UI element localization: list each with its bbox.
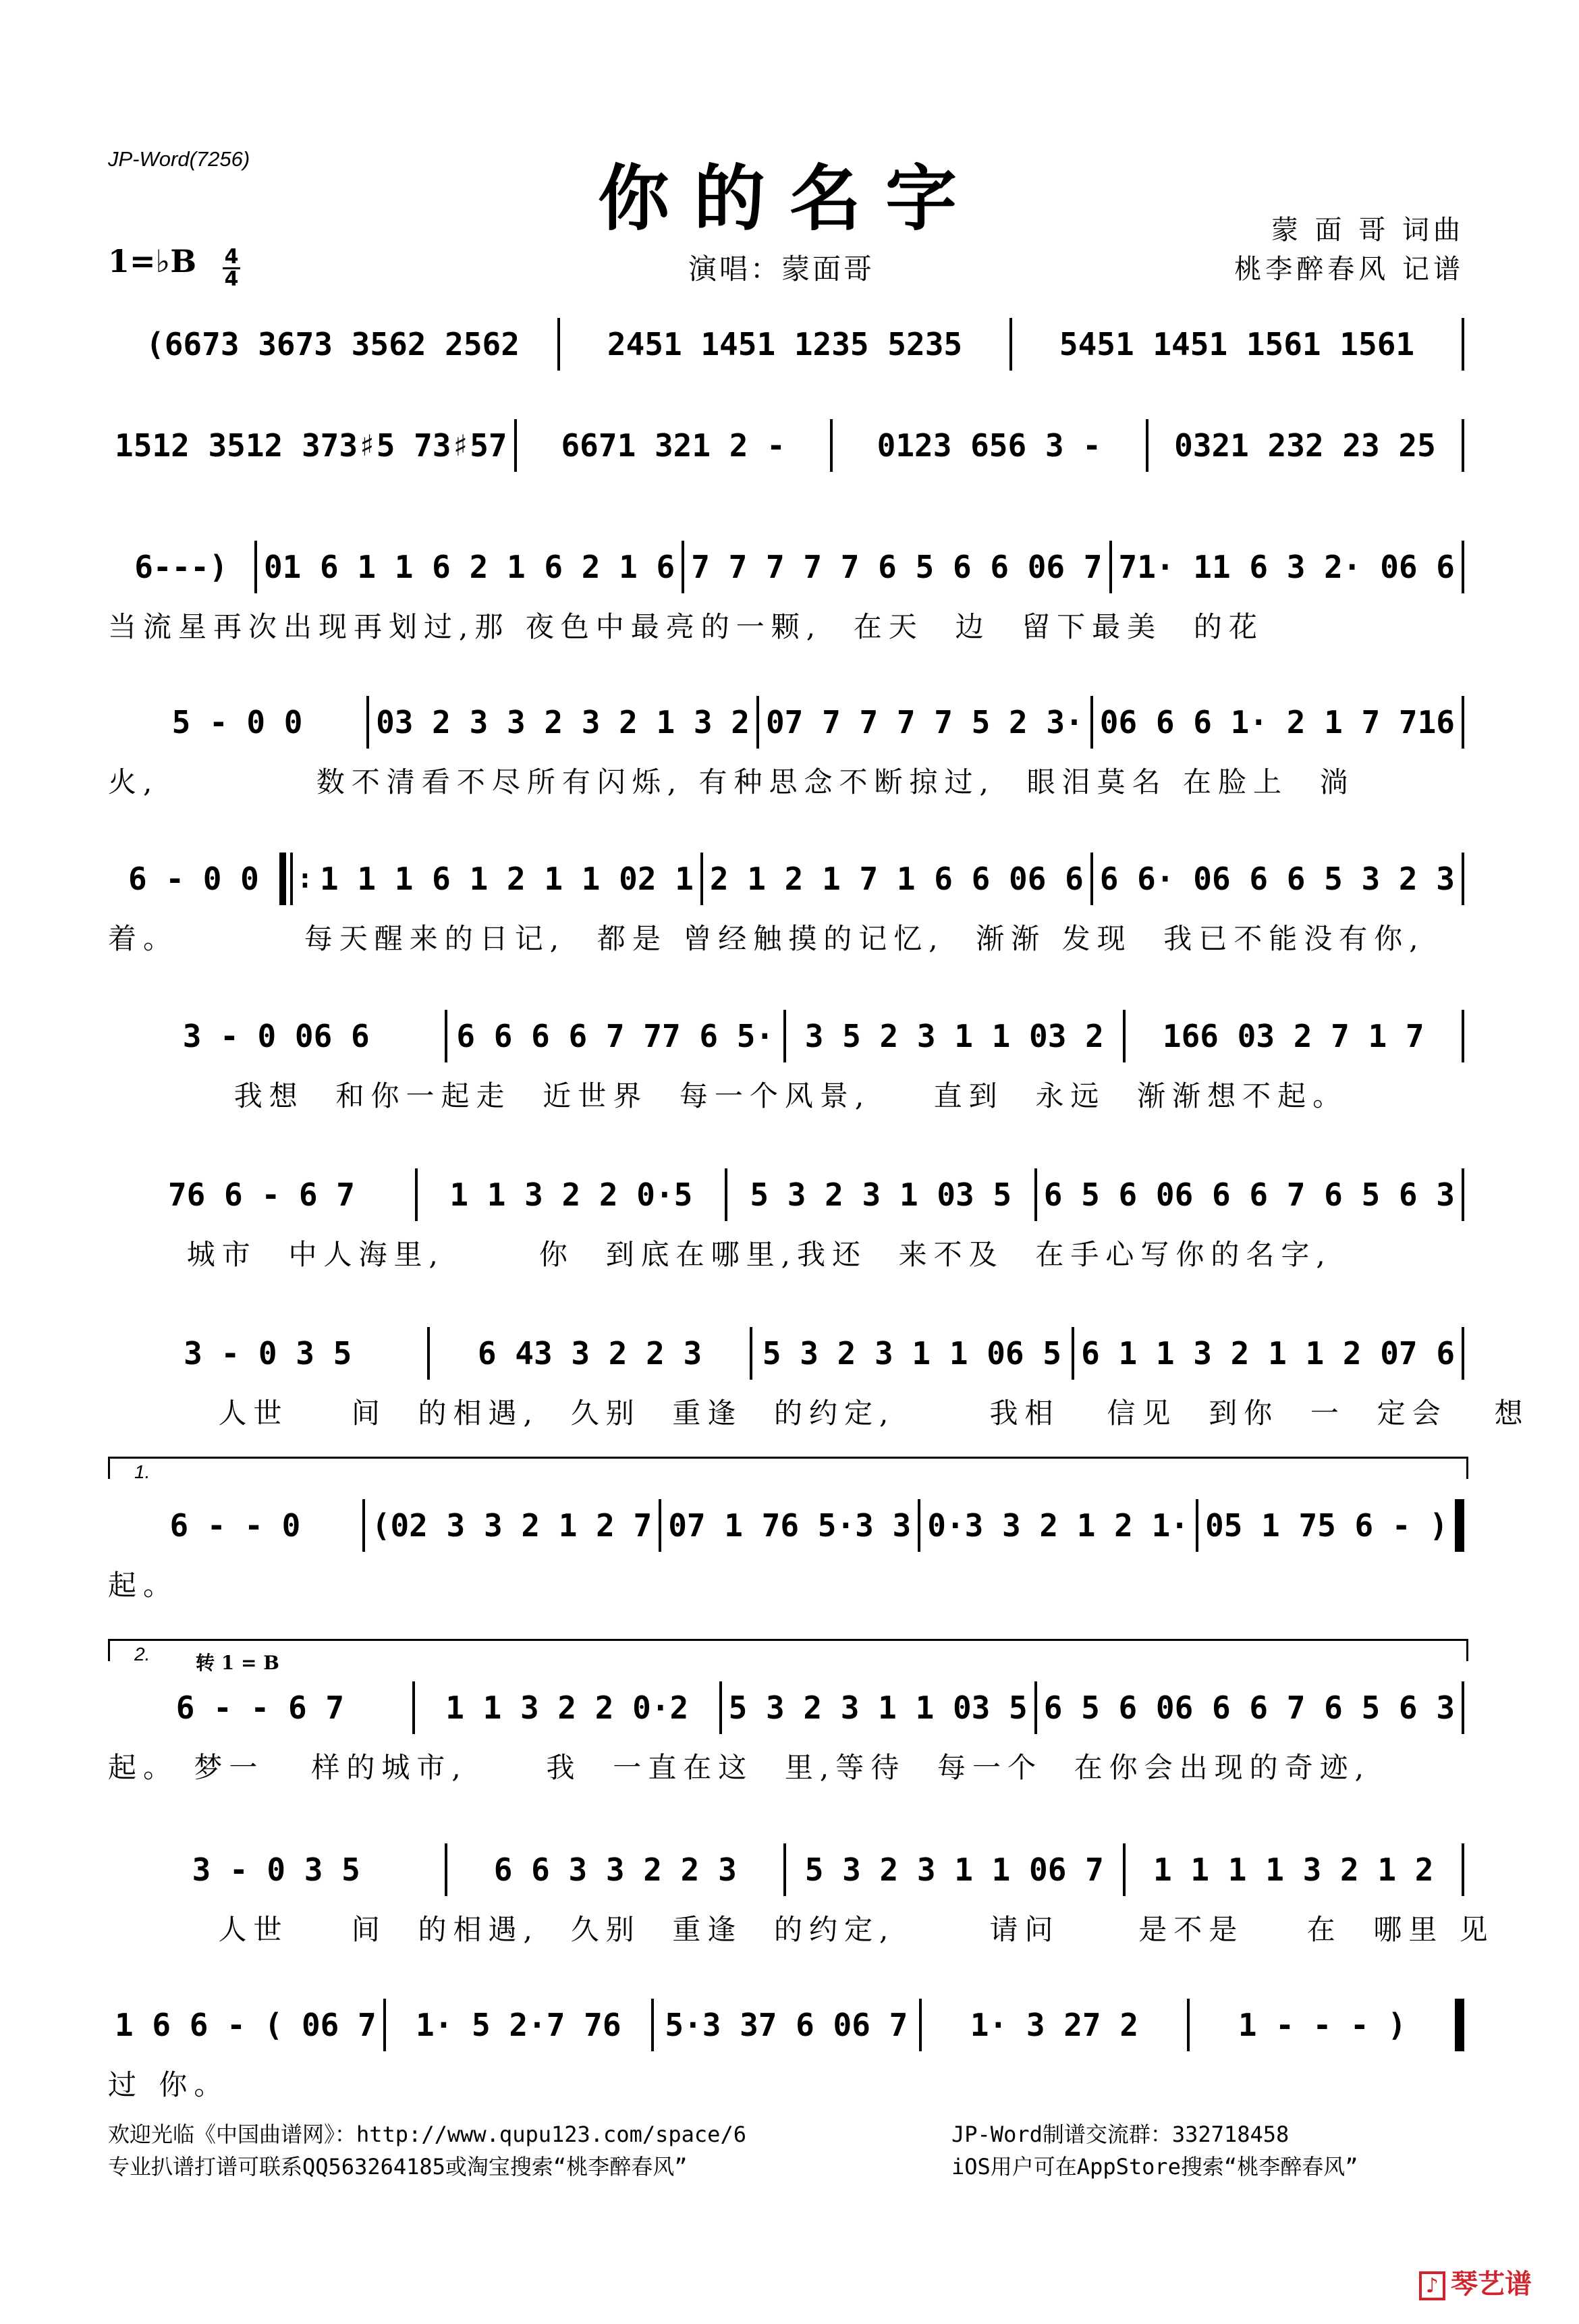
logo-mark-icon: ♪ <box>1419 2271 1445 2300</box>
time-signature <box>223 247 240 290</box>
measure: 166 03 2 7 1 7 <box>1162 1018 1424 1054</box>
lyrics-line: 人世 间 的相遇, 久别 重逢 的约定, 请问 是不是 在 哪里 见 <box>108 1913 1495 1946</box>
measure: 6 5 6 06 6 6 7 6 5 6 3 <box>1043 1177 1455 1213</box>
measure: 1· 5 2·7 76 <box>415 2007 621 2043</box>
volta-first-ending <box>108 1457 1468 1482</box>
measure: 05 1 75 6 - ) <box>1204 1507 1448 1544</box>
measure: 6 5 6 06 6 6 7 6 5 6 3 <box>1043 1690 1456 1726</box>
measure: 1· 3 27 2 <box>970 2007 1139 2043</box>
measure: 5·3 37 6 06 7 <box>665 2007 908 2043</box>
notes-line <box>108 540 1464 594</box>
measure: 5 3 2 3 1 1 06 5 <box>762 1335 1061 1372</box>
lyrics-line: 起。 <box>108 1569 179 1602</box>
measure: 07 1 76 5·3 3 <box>668 1507 912 1544</box>
measure: 03 2 3 3 2 3 2 1 3 2 <box>376 704 750 740</box>
footer-ios: iOS用户可在AppStore搜索“桃李醉春风” <box>951 2154 1358 2180</box>
measure: 1 - - - ) <box>1238 2007 1407 2043</box>
measure: 3 - 0 3 5 <box>184 1335 352 1372</box>
qinyipu-logo <box>1419 2263 1532 2301</box>
song-title: 你的名字 <box>598 156 981 240</box>
measure: 6 - 0 0 <box>128 861 259 897</box>
measure: 2 1 2 1 7 1 6 6 06 6 <box>709 861 1084 897</box>
notes-line <box>108 1168 1464 1222</box>
notes-line <box>108 695 1464 749</box>
barline <box>1462 853 1464 905</box>
lyrics-line: 人世 间 的相遇, 久别 重逢 的约定, 我相 信见 到你 一 定会 想 <box>108 1397 1530 1430</box>
lyrics-line: 城市 中人海里, 你 到底在哪里,我还 来不及 在手心写你的名字, <box>108 1238 1332 1271</box>
measure: 5 3 2 3 1 1 03 5 <box>728 1690 1028 1726</box>
measure: 1 1 3 2 2 0·2 <box>445 1690 689 1726</box>
lyrics-line: 过 你。 <box>108 2068 229 2101</box>
notes-line <box>108 317 1464 371</box>
barline <box>1462 419 1464 472</box>
measure: 71· 11 6 3 2· 06 6 <box>1118 549 1455 585</box>
measure: 1 6 6 - ( 06 7 <box>115 2007 377 2043</box>
footer-group: JP-Word制谱交流群：332718458 <box>951 2122 1290 2147</box>
measure: 1 1 1 6 1 2 1 1 02 1 <box>320 861 694 897</box>
lyrics-line: 火, 数不清看不尽所有闪烁, 有种思念不断掠过, 眼泪莫名 在脸上 淌 <box>108 765 1355 799</box>
lyrics-line: 着。 每天醒来的日记, 都是 曾经触摸的记忆, 渐渐 发现 我已不能没有你, <box>108 922 1425 955</box>
barline <box>1462 318 1464 371</box>
measure: 7 7 7 7 7 6 5 6 6 06 7 <box>691 549 1103 585</box>
barline <box>1462 1168 1464 1221</box>
measure: 6---) <box>134 549 228 585</box>
measure: 5 3 2 3 1 1 06 7 <box>804 1852 1104 1888</box>
lyrics-line: 我想 和你一起走 近世界 每一个风景, 直到 永远 渐渐想不起。 <box>108 1079 1348 1112</box>
measure: 6671 321 2 - <box>561 427 785 464</box>
measure: 6 6 6 6 7 77 6 5· <box>456 1018 775 1054</box>
measure: 07 7 7 7 7 5 2 3· <box>765 704 1084 740</box>
notes-line <box>108 1681 1464 1735</box>
measure: (02 3 3 2 1 2 7 <box>371 1507 653 1544</box>
transcriber: 桃李醉春风 记谱 <box>1234 254 1464 285</box>
notes-line <box>108 418 1464 472</box>
footer-left <box>108 2118 746 2183</box>
measure: 3 - 0 3 5 <box>192 1852 360 1888</box>
measure: 1 1 1 1 3 2 1 2 <box>1153 1852 1434 1888</box>
logo-text: 琴艺谱 <box>1451 2269 1532 2300</box>
measure: 6 1 1 3 2 1 1 2 07 6 <box>1081 1335 1456 1372</box>
time-bottom: 4 <box>224 267 239 291</box>
volta-label: 1. <box>134 1461 150 1482</box>
measure: 0123 656 3 - <box>877 427 1101 464</box>
barline <box>1462 1327 1464 1380</box>
measure: 76 6 - 6 7 <box>167 1177 355 1213</box>
measure: 5451 1451 1561 1561 <box>1059 326 1415 362</box>
measure: 6 - - 6 7 <box>175 1690 345 1726</box>
measure: 2451 1451 1235 5235 <box>607 326 963 362</box>
final-barline <box>1455 1999 1464 2051</box>
lyricist-composer: 蒙 面 哥 词曲 <box>1271 215 1464 246</box>
measure: 0·3 3 2 1 2 1· <box>927 1507 1189 1544</box>
key-signature: 1=♭B <box>108 243 197 279</box>
measure: 5 - 0 0 <box>171 704 303 740</box>
notes-line <box>108 1326 1464 1380</box>
repeat-end-barline <box>1455 1499 1464 1552</box>
volta-label: 2. <box>134 1644 150 1665</box>
measure: 6 6· 06 6 6 5 3 2 3 <box>1099 861 1455 897</box>
singer: 演唱：蒙面哥 <box>688 252 875 286</box>
lyrics-line: 起。 梦一 样的城市, 我 一直在这 里,等待 每一个 在你会出现的奇迹, <box>108 1751 1371 1784</box>
notes-line <box>108 1843 1464 1897</box>
notes-line <box>108 1998 1464 2052</box>
footer-contact: 专业扒谱打谱可联系QQ563264185或淘宝搜索“桃李醉春风” <box>108 2154 688 2180</box>
time-top: 4 <box>223 247 240 269</box>
measure: 6 6 3 3 2 2 3 <box>493 1852 737 1888</box>
barline <box>1462 1010 1464 1062</box>
notes-line <box>108 1498 1464 1552</box>
software-label: JP-Word(7256) <box>108 147 250 171</box>
footer-right <box>951 2118 1358 2183</box>
measure: 01 6 1 1 6 2 1 6 2 1 6 <box>263 549 675 585</box>
barline <box>1462 1681 1464 1734</box>
measure: 5 3 2 3 1 03 5 <box>750 1177 1012 1213</box>
measure: (6673 3673 3562 2562 <box>146 326 520 362</box>
notes-line <box>108 852 1464 906</box>
barline <box>1462 541 1464 593</box>
notes-line <box>108 1009 1464 1063</box>
measure: 3 5 2 3 1 1 03 2 <box>804 1018 1104 1054</box>
repeat-start-barline: : <box>279 853 313 905</box>
credits <box>1234 211 1464 289</box>
footer-site: 欢迎光临《中国曲谱网》：http://www.qupu123.com/space/6 <box>108 2122 746 2147</box>
measure: 1 1 3 2 2 0·5 <box>449 1177 693 1213</box>
measure: 3 - 0 06 6 <box>182 1018 370 1054</box>
measure: 6 - - 0 <box>169 1507 301 1544</box>
measure: 0321 232 23 25 <box>1174 427 1436 464</box>
lyrics-line: 当流星再次出现再划过,那 夜色中最亮的一颗, 在天 边 留下最美 的花 <box>108 610 1264 643</box>
barline <box>1462 696 1464 749</box>
barline <box>1462 1843 1464 1896</box>
modulation-mark: 转 1 = B <box>196 1652 279 1674</box>
measure: 6 43 3 2 2 3 <box>477 1335 702 1372</box>
measure: 06 6 6 1· 2 1 7 716 <box>1099 704 1455 740</box>
measure: 1512 3512 373♯5 73♯57 <box>115 427 507 464</box>
